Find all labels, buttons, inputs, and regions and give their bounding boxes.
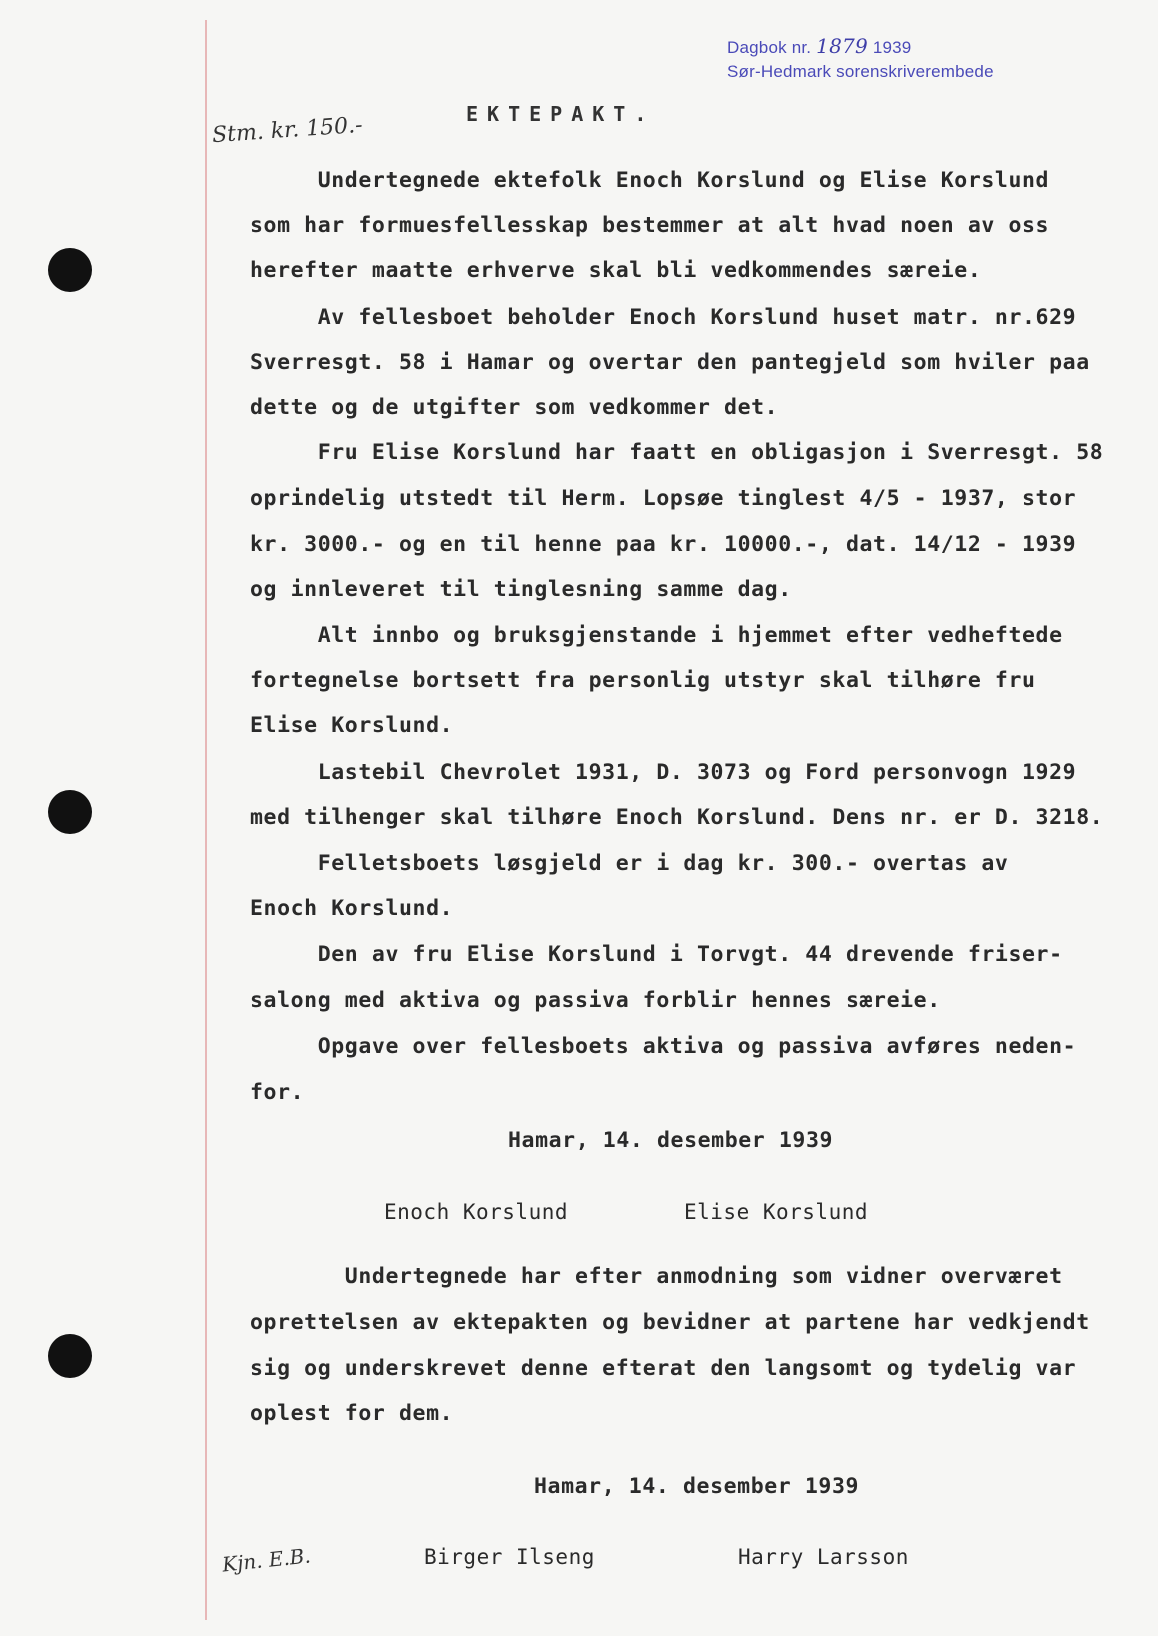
stamp-line-1 (727, 34, 994, 60)
body-line: Undertegnede ektefolk Enoch Korslund og Elise Korslund (250, 168, 1050, 193)
body-line: Lastebil Chevrolet 1931, D. 3073 og Ford personvogn 1929 (250, 760, 1077, 785)
body-line: og innleveret til tinglesning samme dag. (250, 577, 792, 602)
body-line: med tilhenger skal tilhøre Enoch Korslund. Dens nr. er D. 3218. (250, 805, 1104, 830)
body-line: Alt innbo og bruksgjenstande i hjemmet efter vedheftede (250, 623, 1063, 648)
body-line: for. (250, 1080, 305, 1105)
body-line: herefter maatte erhverve skal bli vedkommendes særeie. (250, 258, 982, 283)
body-line: Fru Elise Korslund har faatt en obligasjon i Sverresgt. 58 (250, 440, 1104, 465)
body-line: Enoch Korslund. (250, 896, 454, 921)
body-line: Den av fru Elise Korslund i Torvgt. 44 drevende friser- (250, 942, 1063, 967)
body-line: Sverresgt. 58 i Hamar og overtar den pantegjeld som hviler paa (250, 350, 1090, 375)
body-line: Av fellesboet beholder Enoch Korslund huset matr. nr.629 (250, 305, 1077, 330)
body-line: som har formuesfellesskap bestemmer at alt hvad noen av oss (250, 213, 1050, 238)
punch-hole (48, 248, 92, 292)
witness-line: sig og underskrevet denne efterat den langsomt og tydelig var (250, 1356, 1077, 1381)
body-line: Elise Korslund. (250, 713, 454, 738)
date-line-1: Hamar, 14. desember 1939 (508, 1128, 834, 1153)
body-line: kr. 3000.- og en til henne paa kr. 10000.-, dat. 14/12 - 1939 (250, 532, 1077, 557)
body-line: oprindelig utstedt til Herm. Lopsøe tinglest 4/5 - 1937, stor (250, 486, 1077, 511)
punch-hole (48, 790, 92, 834)
body-line: Felletsboets løsgjeld er i dag kr. 300.- overtas av (250, 851, 1009, 876)
document-title: EKTEPAKT. (466, 102, 656, 126)
body-line: salong med aktiva og passiva forblir hennes særeie. (250, 988, 941, 1013)
body-line: fortegnelse bortsett fra personlig utstyr skal tilhøre fru (250, 668, 1036, 693)
signature-elise: Elise Korslund (684, 1200, 869, 1224)
stamp-number: 1879 (816, 34, 868, 58)
signature-enoch: Enoch Korslund (384, 1200, 569, 1224)
witness-line: oplest for dem. (250, 1401, 454, 1426)
stamp-year: 1939 (872, 38, 912, 57)
witness-line: oprettelsen av ektepakten og bevidner at partene har vedkjendt (250, 1310, 1090, 1335)
signature-harry: Harry Larsson (738, 1545, 909, 1569)
witness-line: Undertegnede har efter anmodning som vidner overværet (250, 1264, 1063, 1289)
body-line: dette og de utgifter som vedkommer det. (250, 395, 779, 420)
margin-note: Stm. kr. 150.- (211, 112, 364, 149)
punch-hole (48, 1334, 92, 1378)
margin-rule (205, 20, 207, 1620)
date-line-2: Hamar, 14. desember 1939 (534, 1474, 860, 1499)
body-line: Opgave over fellesboets aktiva og passiva avføres neden- (250, 1034, 1077, 1059)
signature-birger: Birger Ilseng (424, 1545, 595, 1569)
stamp-line-2: Sør-Hedmark sorenskriverembede (727, 62, 994, 81)
registry-stamp (727, 34, 994, 84)
stamp-prefix: Dagbok nr. (727, 38, 812, 57)
bottom-note: Kjn. E.B. (220, 1543, 312, 1577)
